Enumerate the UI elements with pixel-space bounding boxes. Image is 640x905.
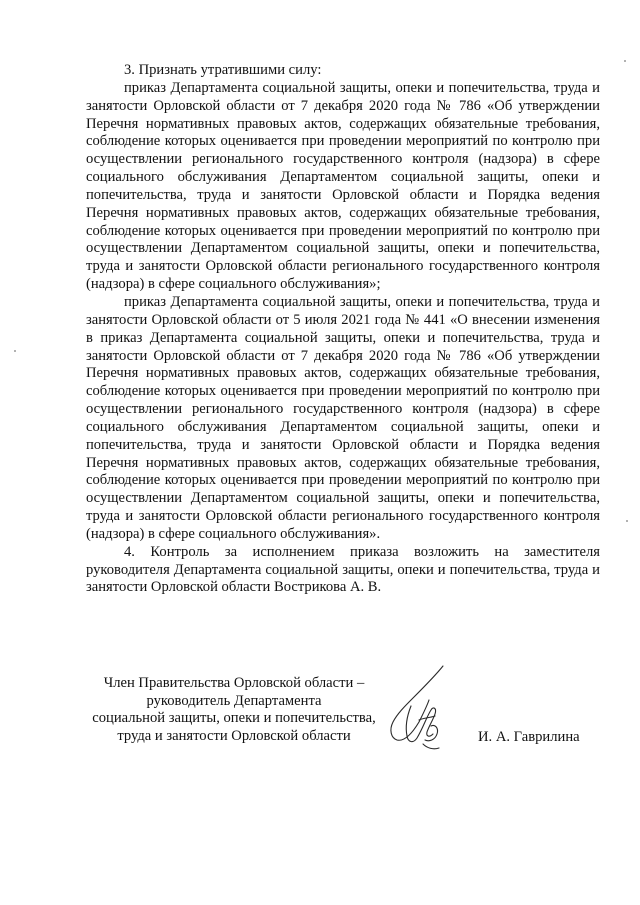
signatory-title-line: труда и занятости Орловской области — [117, 727, 351, 744]
paragraph-repeal-order-441: приказ Департамента социальной защиты, опеки и попечительства, труда и занятости Орловской области от 5 июля 2021 года № 441 «О внесении изменения в приказ Департамента социальной защиты, опеки и попечительства, труда и занятости Орловской области от 7 декабря 2020 года № 786 «Об утверждении Перечня нормативных правовых актов, содержащих обязательные требования, соблюдение которых оценивается при проведении мероприятий по контролю при осуществлении регионального государственного контроля (надзора) в сфере социального обслуживания Департаментом социальной защиты, опеки и попечительства, труда и занятости Орловской области и Порядка ведения Перечня нормативных правовых актов, содержащих обязательные требования, соблюдение которых оценивается при проведении мероприятий по контролю при осуществлении Департаментом социальной защиты, опеки и попечительства, труда и занятости Орловской области регионального государственного контроля (надзора) в сфере социального обслуживания». — [86, 293, 600, 542]
handwritten-signature — [383, 662, 455, 754]
paragraph-repeal-order-786: приказ Департамента социальной защиты, опеки и попечительства, труда и занятости Орловской области от 7 декабря 2020 года № 786 «Об утверждении Перечня нормативных правовых актов, содержащих обязательные требования, соблюдение которых оценивается при проведении мероприятий по контролю при осуществлении регионального государственного контроля (надзора) в сфере социального обслуживания Департаментом социальной защиты, опеки и попечительства, труда и занятости Орловской области и Порядка ведения Перечня нормативных правовых актов, содержащих обязательные требования, соблюдение которых оценивается при проведении мероприятий по контролю при осуществлении Департаментом социальной защиты, опеки и попечительства, труда и занятости Орловской области регионального государственного контроля (надзора) в сфере социального обслуживания»; — [86, 79, 600, 293]
signatory-title — [84, 675, 384, 745]
signatory-name: И. А. Гаврилина — [478, 729, 580, 745]
scan-speck — [624, 60, 626, 62]
signatory-title-line: Член Правительства Орловской области – — [103, 675, 365, 691]
signatory-title-line: социальной защиты, опеки и попечительства, — [92, 710, 376, 726]
signatory-title-line: руководитель Департамента — [146, 692, 322, 709]
document-body — [86, 62, 600, 597]
scan-speck — [14, 350, 16, 352]
paragraph-item-3-heading: 3. Признать утратившими силу: — [124, 62, 322, 78]
paragraph-item-4-control: 4. Контроль за исполнением приказа возложить на заместителя руководителя Департамента социальной защиты, опеки и попечительства, труда и занятости Орловской области Вострикова А. В. — [86, 543, 600, 596]
scan-speck — [626, 520, 628, 522]
